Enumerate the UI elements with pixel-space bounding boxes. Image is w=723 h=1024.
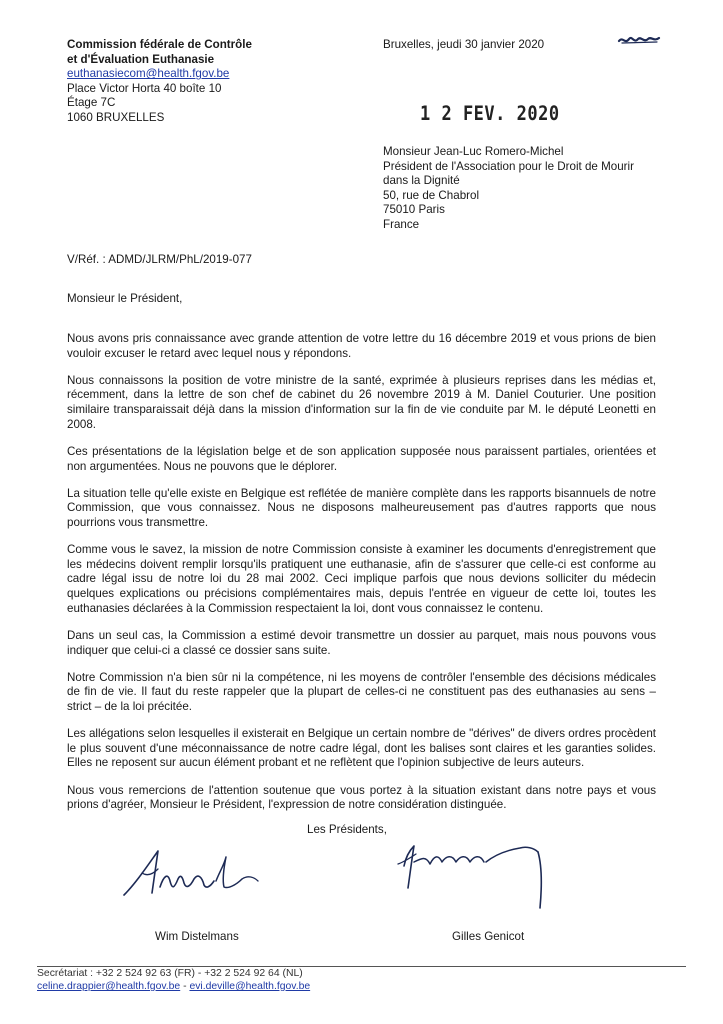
closing-line: Les Présidents, [307,823,387,836]
signature-gilles-genicot [396,836,546,914]
received-date-stamp: 1 2 FEV. 2020 [420,102,560,126]
footer-email-separator: - [180,981,190,992]
footer-email-link-1[interactable]: celine.drappier@health.fgov.be [37,981,181,992]
recipient-line1: Monsieur Jean-Luc Romero-Michel [383,145,564,158]
sender-name-line1: Commission fédérale de Contrôle [67,38,252,51]
body-paragraph: Nous avons pris connaissance avec grande attention de votre lettre du 16 décembre 2019 et vous prions de bien vouloir excuser le retard avec lequel nous y répondons. [67,332,656,360]
body-paragraph: Les allégations selon lesquelles il existerait en Belgique un certain nombre de "dérives" de divers ordres procèdent le plus souvent d'une méconnaissance de notre cadre légal, dont les balises sont claires et les garanties solides. Elles ne reposent sur aucun élément probant et ne reflètent que l'opinion subjective de leurs auteurs. [67,727,656,770]
body-paragraph: Nous vous remercions de l'attention soutenue que vous portez à la situation existant dans notre pays et vous prions d'agréer, Monsieur le Président, l'expression de notre considération distinguée. [67,783,656,812]
recipient-line6: France [383,217,420,231]
signatory-name-2: Gilles Genicot [452,930,525,943]
scribble-mark [617,33,661,47]
body-paragraph: Ces présentations de la législation belge et de son application supposée nous paraissent partiales, orientées et non argumentées. Nous ne pouvons que le déplorer. [67,444,656,473]
letter-body [67,332,656,826]
footer [37,967,310,993]
recipient-line5: 75010 Paris [383,203,445,217]
reference-line: V/Réf. : ADMD/JLRM/PhL/2019-077 [67,253,252,266]
sender-block [67,38,367,126]
footer-secretariat: Secrétariat : +32 2 524 92 63 (FR) - +32 2 524 92 64 (NL) [37,968,303,979]
sender-email-link[interactable]: euthanasiecom@health.fgov.be [67,67,230,81]
body-paragraph: La situation telle qu'elle existe en Belgique est reflétée de manière complète dans les rapports bisannuels de notre Commission, que vous connaissez. Nous ne disposons malheureusement pas d'autres rapports que nous pourrions vous transmettre. [67,486,656,529]
body-paragraph: Nous connaissons la position de votre ministre de la santé, exprimée à plusieurs reprises dans les médias et, récemment, dans la lettre de son chef de cabinet du 26 novembre 2019 à M. Daniel Couturier. Une position similaire transparaissait déjà dans la mission d'information sur la fin de vie conduite par M. le député Leonetti en 2008. [67,373,656,431]
sender-address-line3: 1060 BRUXELLES [67,110,165,124]
recipient-line2: Président de l'Association pour le Droit de Mourir [383,159,634,173]
dateline: Bruxelles, jeudi 30 janvier 2020 [383,38,545,51]
sender-address-line2: Étage 7C [67,96,116,110]
footer-email-link-2[interactable]: evi.deville@health.fgov.be [189,981,311,992]
body-paragraph: Comme vous le savez, la mission de notre Commission consiste à examiner les documents d'enregistrement que les médecins doivent remplir lorsqu'ils pratiquent une euthanasie, afin de s'assurer que celle-ci est conforme au cadre légal issu de notre loi du 28 mai 2002. Ceci implique parfois que nous devions solliciter du médecin quelques explications ou précisions complémentaires mais, depuis l'entrée en vigueur de cette loi, toutes les euthanasies déclarées à la Commission respectaient la loi, dont vous connaissez le contenu. [67,543,656,615]
sender-name-line2: et d'Évaluation Euthanasie [67,52,215,66]
signatory-name-1: Wim Distelmans [155,930,239,943]
sender-address-line1: Place Victor Horta 40 boîte 10 [67,81,222,95]
body-paragraph: Notre Commission n'a bien sûr ni la compétence, ni les moyens de contrôler l'ensemble des décisions médicales de fin de vie. Il faut du reste rappeler que la plupart de celles-ci ne constituent pas des euthanasies au sens – strict – de la loi précitée. [67,670,656,713]
recipient-line4: 50, rue de Chabrol [383,188,480,202]
body-paragraph: Dans un seul cas, la Commission a estimé devoir transmettre un dossier au parquet, mais nous pouvons vous indiquer que celui-ci a classé ce dossier sans suite. [67,628,656,657]
salutation: Monsieur le Président, [67,292,183,305]
recipient-block [383,145,703,233]
signature-wim-distelmans [118,843,268,903]
recipient-line3: dans la Dignité [383,174,460,188]
